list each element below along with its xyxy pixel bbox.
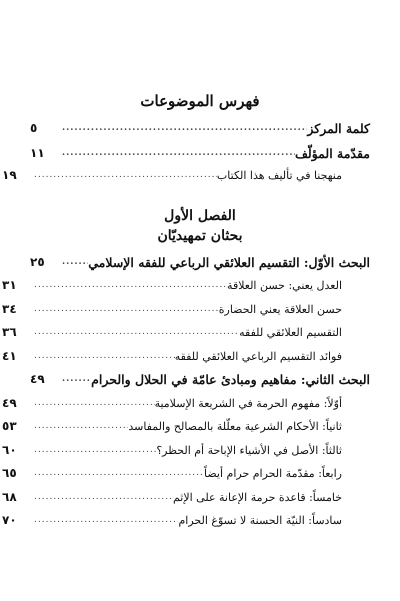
page-number: ٢٥ (30, 255, 45, 269)
page-number: ١١ (30, 146, 45, 160)
entry-title: فوائد التقسيم الرباعي العلائقي للفقه (174, 349, 342, 363)
page-number: ٥ (30, 121, 38, 135)
leader-dots (30, 515, 178, 525)
page-number: ١٩ (2, 168, 17, 182)
page-number: ٣١ (2, 278, 17, 292)
entry-title: العدل يعني: حسن العلاقة (227, 278, 342, 292)
leader-dots (30, 421, 128, 431)
entry-title: منهجنا في تأليف هذا الكتاب (216, 168, 342, 182)
leader-dots (30, 492, 173, 502)
page-number: ٧٠ (2, 513, 17, 527)
entry-title: البحث الثاني: مفاهيم ومبادئ عامّة في الحلال والحرام (91, 371, 370, 387)
leader-dots (30, 170, 217, 180)
entry-title: حسن العلاقة يعني الحضارة (218, 302, 342, 316)
page-number: ٣٤ (2, 302, 17, 316)
toc-entry (2, 393, 342, 413)
entry-title: رابعاً: مقدّمة الحرام حرام أيضاً (204, 466, 342, 480)
page-number: ٦٠ (2, 443, 17, 457)
entry-title: كلمة المركز (307, 120, 370, 136)
page-number: ٤٩ (2, 396, 17, 410)
toc-entry-author-intro (30, 143, 370, 163)
leader-dots (30, 280, 227, 290)
toc-entry (2, 510, 342, 530)
toc-entry (2, 275, 342, 295)
toc-entry (30, 252, 370, 272)
entry-title: أوّلاً: مفهوم الحرمة في الشريعة الإسلامية (154, 396, 342, 410)
page-number: ٣٦ (2, 325, 17, 339)
leader-dots (30, 445, 156, 455)
page-number: ٥٣ (2, 419, 17, 433)
toc-entry (30, 369, 370, 389)
leader-dots (30, 468, 204, 478)
leader-dots (58, 123, 307, 133)
entry-title: مقدّمة المؤلّف (294, 145, 370, 161)
leader-dots (30, 304, 219, 314)
toc-entry (2, 463, 342, 483)
entry-title: خامساً: قاعدة حرمة الإعانة على الإثم (172, 490, 342, 504)
toc-entry-center-word (30, 118, 370, 138)
toc-entry (2, 440, 342, 460)
chapter-subtitle: بحثان تمهيديّان (157, 228, 243, 244)
page-number: ٦٨ (2, 490, 17, 504)
page-number: ٤٩ (30, 372, 45, 386)
leader-dots (30, 327, 239, 337)
toc-entry (2, 416, 342, 436)
entry-title: التقسيم العلائقي للفقه (239, 325, 342, 339)
leader-dots (58, 257, 88, 267)
leader-dots (30, 398, 155, 408)
leader-dots (58, 374, 91, 384)
toc-entry-method (2, 165, 342, 185)
chapter-title: الفصل الأول (164, 208, 236, 224)
page-number: ٦٥ (2, 466, 17, 480)
leader-dots (58, 148, 295, 158)
toc-entry (2, 346, 342, 366)
entry-title: سادساً: النيّة الحسنة لا تسوّغ الحرام (178, 513, 342, 527)
toc-entry (2, 299, 342, 319)
page-number: ٤١ (2, 349, 17, 363)
toc-title: فهرس الموضوعات (140, 92, 260, 110)
leader-dots (30, 351, 175, 361)
toc-entry (2, 322, 342, 342)
toc-entry (2, 487, 342, 507)
entry-title: البحث الأوّل: التقسيم العلائقي الرباعي للفقه الإسلامي (88, 254, 370, 270)
entry-title: ثالثاً: الأصل في الأشياء الإباحة أم الحظر؟ (156, 443, 342, 457)
entry-title: ثانياً: الأحكام الشرعية معلّلة بالمصالح والمفاسد (128, 419, 342, 433)
